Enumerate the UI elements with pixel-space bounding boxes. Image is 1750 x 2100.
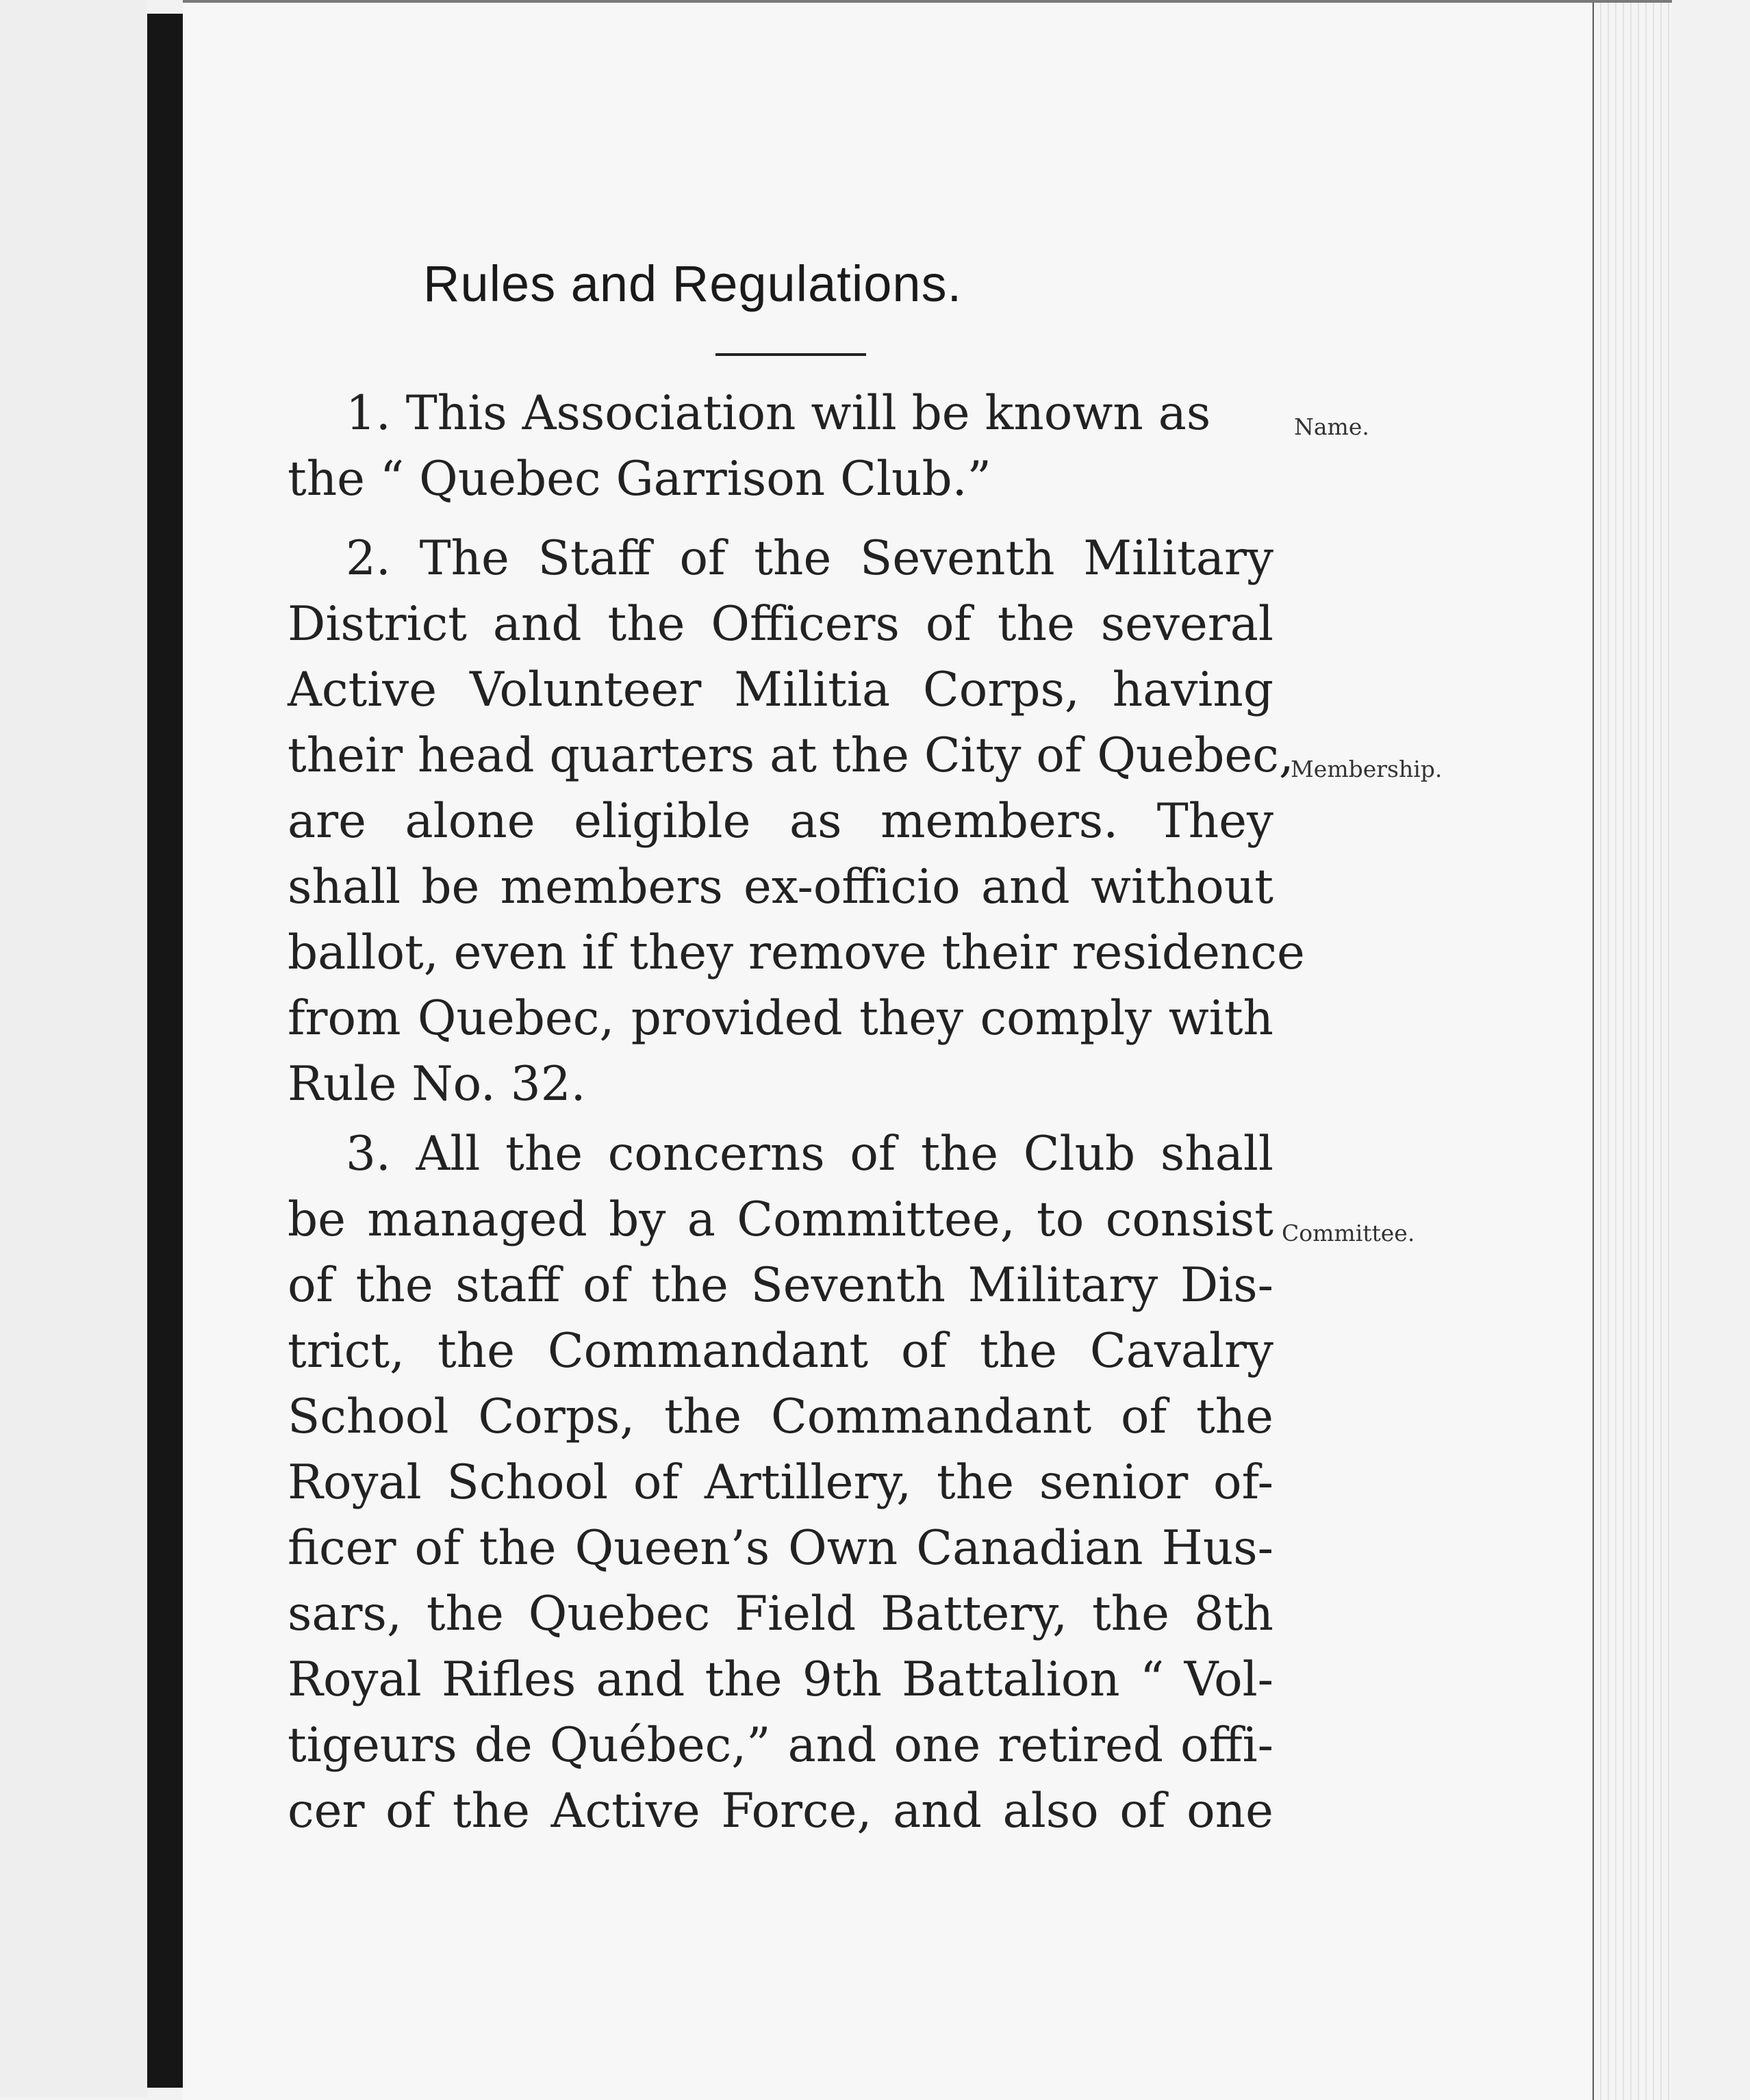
title-divider xyxy=(715,353,866,356)
rule-2-line-8: from Quebec, provided they comply with xyxy=(288,991,1273,1046)
rule-2-line-7: ballot, even if they remove their residence xyxy=(288,925,1305,980)
rule-2-line-6: shall be members ex-officio and without xyxy=(288,860,1273,914)
rule-3-line-6: Royal School of Artillery, the senior of- xyxy=(288,1455,1273,1510)
rule-3-line-3: of the staff of the Seventh Military Dis- xyxy=(288,1258,1273,1313)
rule-3-line-7: ficer of the Queen’s Own Canadian Hus- xyxy=(288,1521,1273,1576)
rule-1-line-1: 1. This Association will be known as xyxy=(346,386,1211,441)
rule-2-line-1: 2. The Staff of the Seventh Military xyxy=(346,531,1273,586)
rule-2-line-9: Rule No. 32. xyxy=(288,1057,586,1112)
page-title: Rules and Regulations. xyxy=(423,255,963,312)
margin-note-committee: Committee. xyxy=(1282,1220,1415,1246)
rule-3-line-2: be managed by a Committee, to consist xyxy=(288,1192,1273,1247)
rule-2-line-4: their head quarters at the City of Quebec, xyxy=(288,728,1294,783)
rule-3-line-11: cer of the Active Force, and also of one xyxy=(288,1784,1273,1839)
rule-2-line-2: District and the Officers of the several xyxy=(288,597,1273,652)
page-stack-edge xyxy=(1593,3,1672,2100)
rule-2-line-3: Active Volunteer Militia Corps, having xyxy=(288,663,1273,717)
rule-3-line-5: School Corps, the Commandant of the xyxy=(288,1390,1273,1444)
rule-3-line-10: tigeurs de Québec,” and one retired offi- xyxy=(288,1718,1273,1773)
margin-note-membership: Membership. xyxy=(1291,756,1443,782)
rule-3-line-9: Royal Rifles and the 9th Battalion “ Vol- xyxy=(288,1652,1273,1707)
rule-3-line-1: 3. All the concerns of the Club shall xyxy=(346,1127,1273,1181)
rule-3-line-4: trict, the Commandant of the Cavalry xyxy=(288,1324,1273,1379)
facing-page-edge xyxy=(0,0,147,2097)
rule-1-line-2: the “ Quebec Garrison Club.” xyxy=(288,452,991,507)
rule-3-line-8: sars, the Quebec Field Battery, the 8th xyxy=(288,1587,1273,1641)
margin-note-name: Name. xyxy=(1294,413,1369,440)
rule-2-line-5: are alone eligible as members. They xyxy=(288,794,1273,849)
book-gutter xyxy=(147,14,183,2088)
